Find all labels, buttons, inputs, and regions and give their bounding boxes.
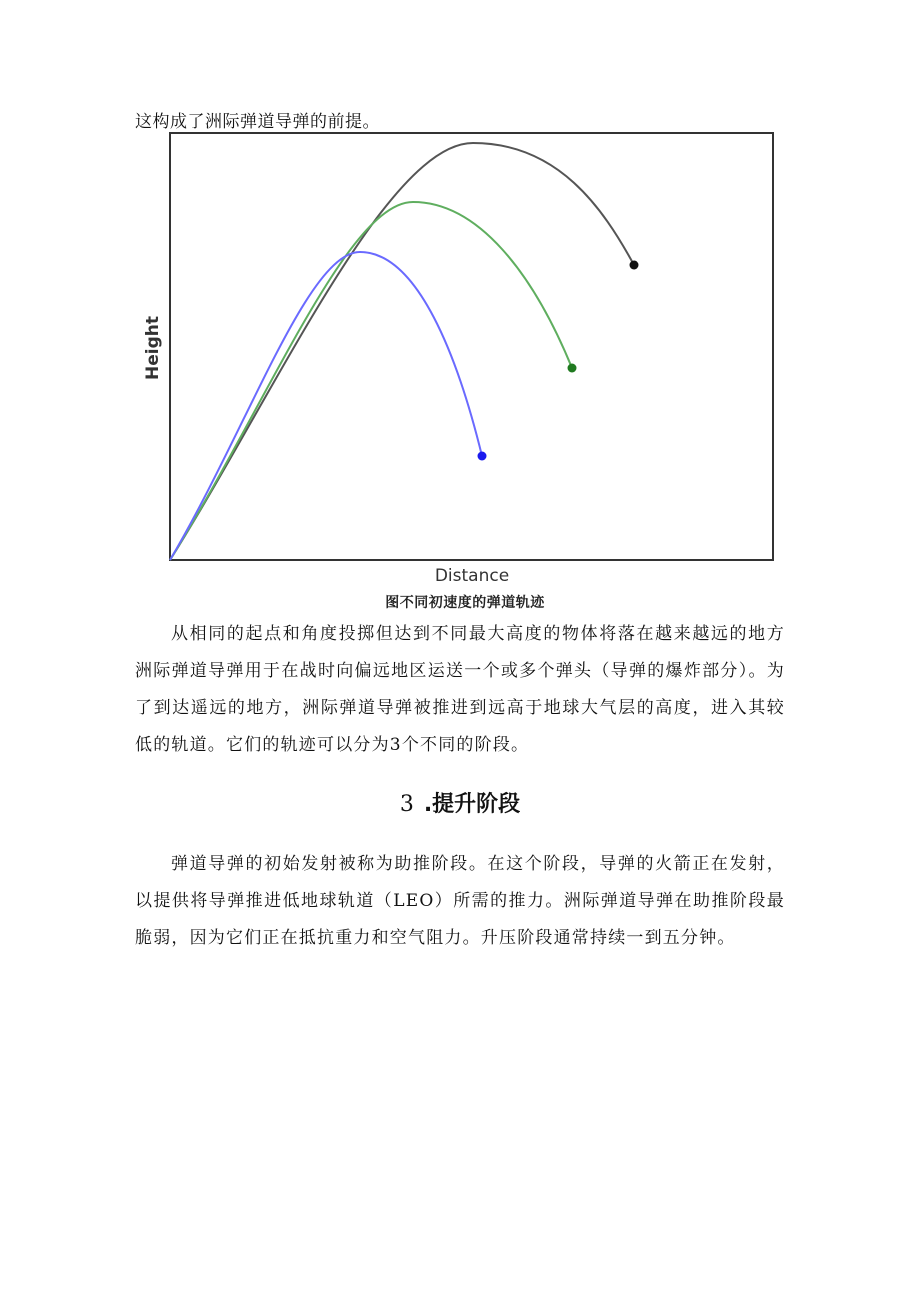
y-axis-label: Height — [143, 316, 163, 380]
section-heading — [0, 788, 920, 822]
trajectory-chart — [138, 128, 788, 598]
paragraph-trajectory: 从相同的起点和角度投掷但达到不同最大高度的物体将落在越来越远的地方洲际弹道导弹用于在战时向偏远地区运送一个或多个弹头（导弹的爆炸部分）。为了到达遥远的地方，洲际弹道导弹被推进到远高于地球大气层的高度，进入其较低的轨道。它们的轨迹可以分为3个不同的阶段。 — [135, 624, 785, 755]
section-number: 3 — [399, 792, 414, 817]
plot-frame — [170, 133, 773, 560]
trajectory-figure — [138, 128, 788, 618]
figure-caption: 图不同初速度的弹道轨迹 — [385, 595, 545, 611]
paragraph-boost-phase: 弹道导弹的初始发射被称为助推阶段。在这个阶段，导弹的火箭正在发射，以提供将导弹推进低地球轨道（LEO）所需的推力。洲际弹道导弹在助推阶段最脆弱，因为它们正在抵抗重力和空气阻力。升压阶段通常持续一到五分钟。 — [135, 854, 785, 948]
endpoint-blue — [478, 452, 487, 461]
endpoint-black — [630, 261, 639, 270]
trajectory-blue — [170, 252, 482, 560]
intro-line: 这构成了洲际弹道导弹的前提。 — [135, 112, 380, 132]
section-title: .提升阶段 — [423, 792, 521, 817]
trajectory-green — [170, 202, 572, 560]
x-axis-label: Distance — [434, 566, 510, 586]
endpoint-green — [568, 364, 577, 373]
